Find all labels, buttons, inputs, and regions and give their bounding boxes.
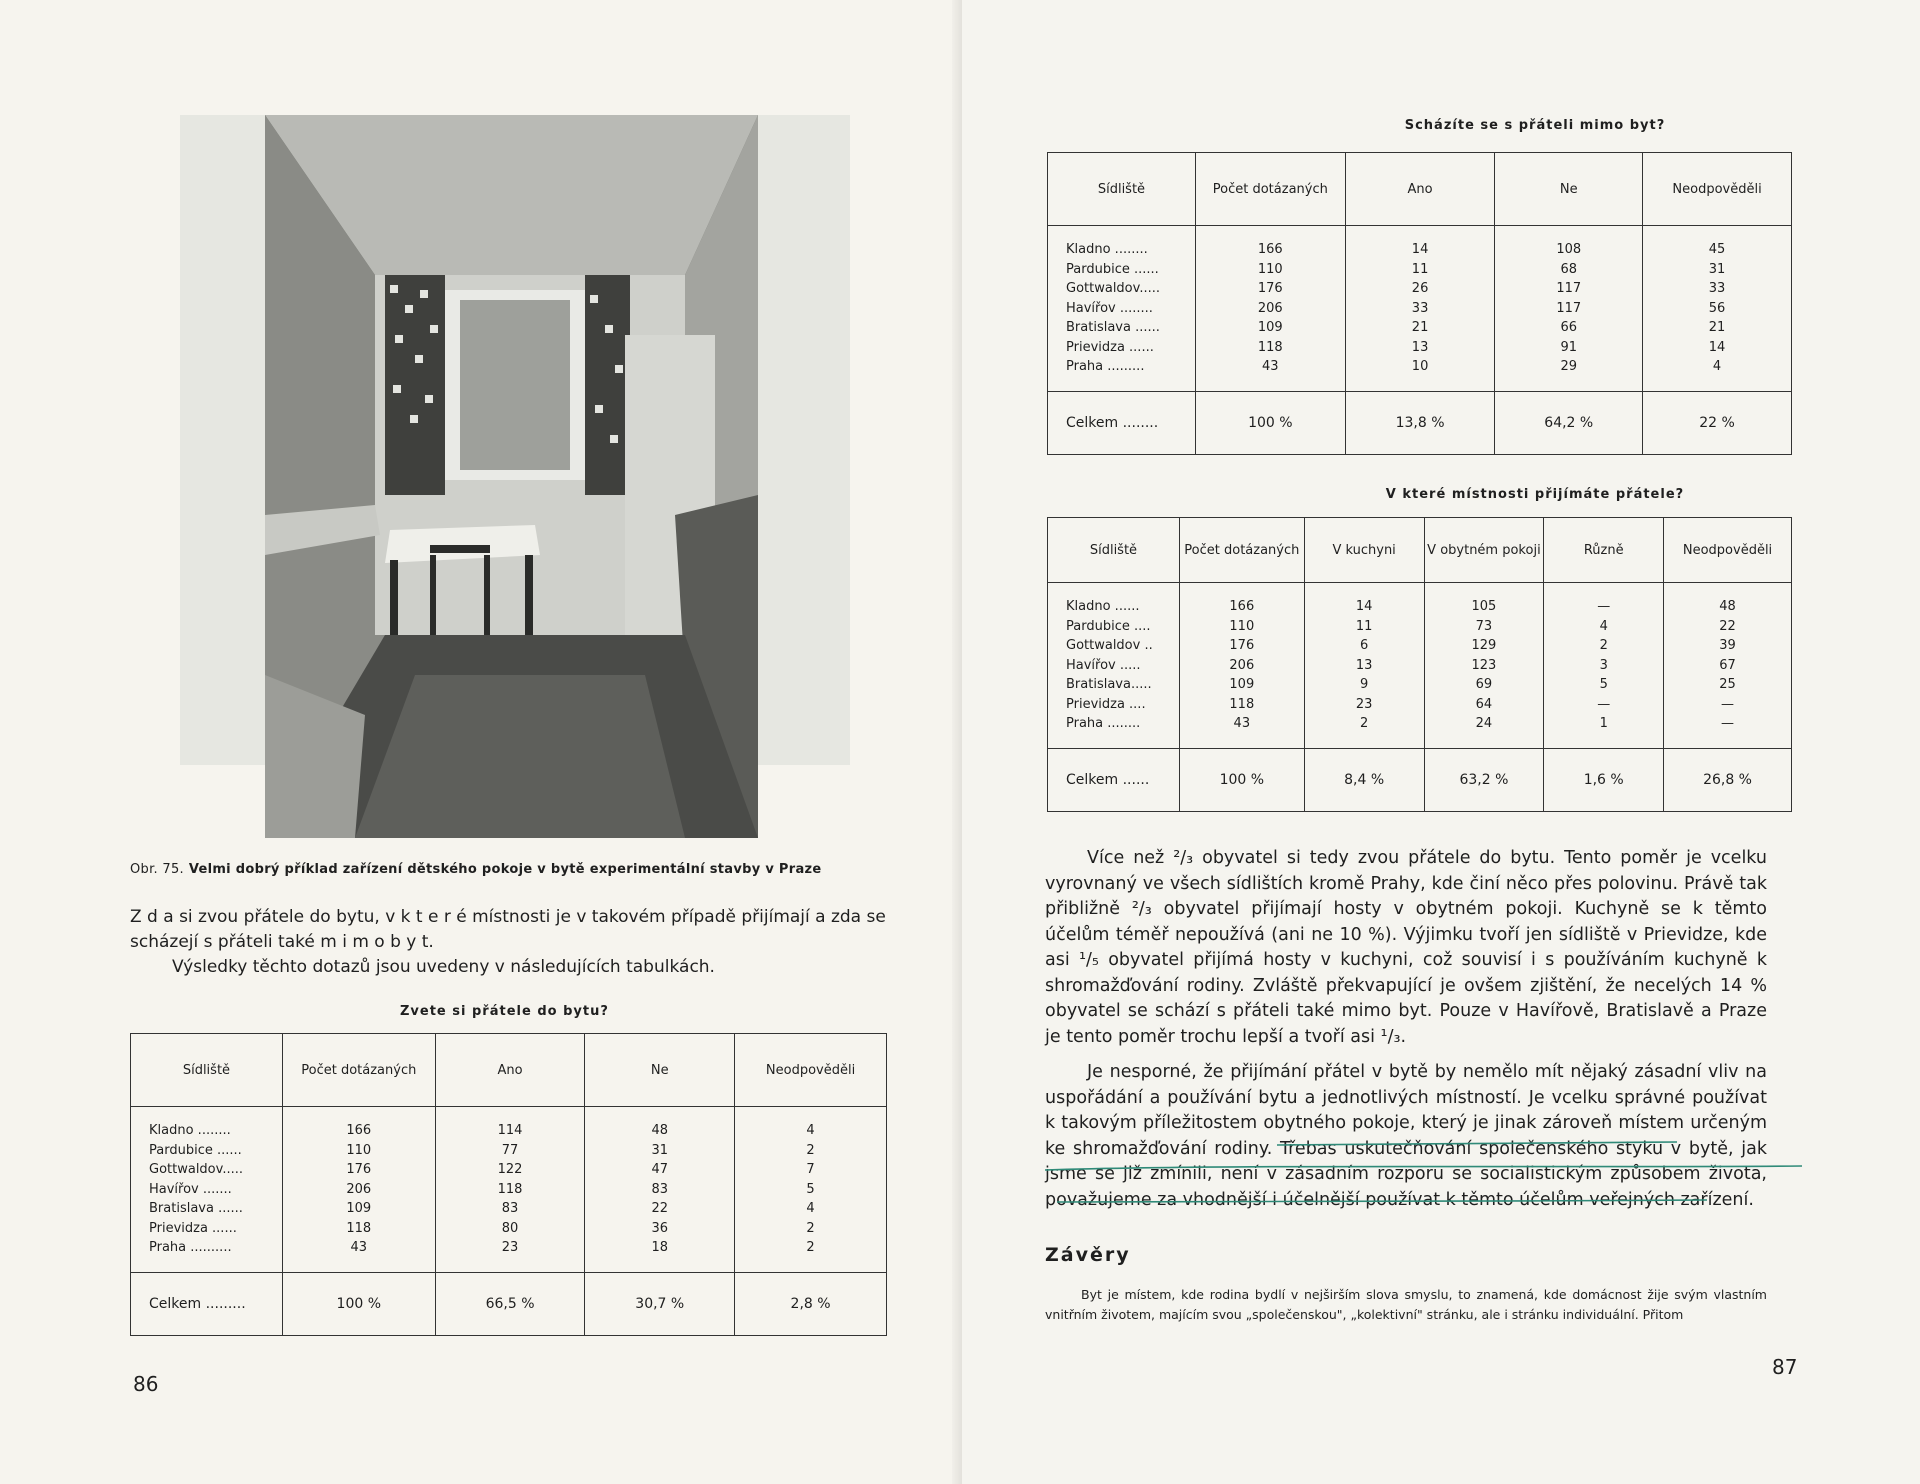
table-cell: Celkem ...... <box>1048 748 1180 811</box>
table-cell: Gottwaldov .. <box>1066 638 1153 653</box>
table-cell: 122 <box>497 1162 523 1177</box>
table-cell: 108 <box>1556 242 1582 257</box>
table-column-count <box>282 1107 435 1273</box>
table-cell: 43 <box>350 1240 368 1255</box>
column-header: Neodpověděli <box>735 1034 887 1107</box>
table-cell: 176 <box>346 1162 372 1177</box>
figure-caption-text: Velmi dobrý příklad zařízení dětského pokoje v bytě experimentální stavby v Praze <box>188 862 822 877</box>
table-cell: Gottwaldov..... <box>149 1162 243 1177</box>
table-cell: 4 <box>1599 618 1608 634</box>
table-cell: 22 <box>651 1201 669 1216</box>
table-title-meet-outside: Scházíte se s přáteli mimo byt? <box>1404 118 1666 133</box>
table-column-cities <box>1048 583 1180 749</box>
table-cell: Prievidza ...... <box>149 1220 237 1236</box>
table-cell: 10 <box>1411 359 1429 374</box>
section-heading-conclusions: Závěry <box>1045 1244 1131 1266</box>
table-column-no-answer <box>735 1107 887 1273</box>
table-cell: — <box>1597 599 1611 614</box>
table-cell: 36 <box>651 1220 669 1236</box>
table-cell: Prievidza .... <box>1066 696 1146 712</box>
left-intro-text <box>130 905 890 980</box>
table-cell: 2 <box>1599 638 1608 653</box>
table-cell: 105 <box>1471 599 1497 614</box>
pen-underline-mark <box>1037 1130 1807 1210</box>
table-cell: 206 <box>346 1181 372 1197</box>
table-cell: 114 <box>497 1123 523 1138</box>
table-cell: 73 <box>1475 618 1493 634</box>
column-header: Ne <box>1495 153 1643 226</box>
table-body-row <box>1048 226 1792 392</box>
table-cell: 2 <box>806 1142 815 1158</box>
table-cell: 31 <box>1708 261 1726 277</box>
table-header-row <box>131 1034 887 1107</box>
table-cell: Pardubice ...... <box>1066 261 1159 277</box>
table-cell: 48 <box>1719 599 1736 614</box>
table-column-no-answer <box>1643 226 1792 392</box>
table-cell: 117 <box>1556 281 1582 296</box>
column-header: V kuchyni <box>1304 518 1424 583</box>
table-cell: 26,8 % <box>1664 748 1792 811</box>
table-cell: 1 <box>1599 716 1608 731</box>
room-photo-illustration <box>265 115 758 838</box>
table-cell: 83 <box>651 1181 669 1197</box>
table-cell: 2 <box>806 1220 815 1236</box>
right-paragraph-1: Více než ²/₃ obyvatel si tedy zvou přátele do bytu. Tento poměr je vcelku vyrovnaný ve všech sídlištích kromě Prahy, kde činí něco přes polovinu. Právě tak přibližně ²/₃ obyvatel přijímají hosty v obytném pokoji. Kuchyně se k těmto účelům téměř nepoužívá (ani ne 10 %). Výjimku tvoří jen sídliště v Prievidze, kde asi ¹/₅ obyvatel přijímá hosty v kuchyni, což souvisí i s používáním kuchyně k shromažďování rodiny. Zvláště překvapující je ovšem zjištění, že necelých 14 % obyvatel se schází s přáteli také mimo byt. Pouze v Havířově, Bratislavě a Praze je tento poměr trochu lepší a tvoří asi ¹/₃. <box>1045 848 1767 1047</box>
table-cell: Kladno ...... <box>1066 599 1140 614</box>
column-header: Sídliště <box>131 1034 283 1107</box>
table-cell: 6 <box>1360 638 1369 653</box>
table-cell: 24 <box>1475 716 1493 731</box>
table-cell: 5 <box>806 1181 815 1197</box>
table-cell: 22 % <box>1643 391 1792 454</box>
table-cell: Kladno ........ <box>1066 242 1148 257</box>
table-cell: 80 <box>501 1220 519 1236</box>
table-cell: 4 <box>1712 359 1722 374</box>
right-paragraph-3: Byt je místem, kde rodina bydlí v nejširším slova smyslu, to znamená, kde domácnost žije svým vlastním vnitřním životem, majícím svou „společenskou", „kolektivní" stránku, ale i stránku individuální. Přitom <box>1045 1287 1767 1322</box>
table-cell: Havířov ....... <box>149 1181 232 1197</box>
table-cell: 109 <box>1257 320 1283 335</box>
table-cell: 2 <box>806 1240 815 1255</box>
table-cell: 43 <box>1262 359 1279 374</box>
table-cell: 45 <box>1708 242 1726 257</box>
table-receive-room <box>1047 517 1792 812</box>
table-cell: 100 % <box>1179 748 1304 811</box>
table-cell: Praha .......... <box>149 1240 232 1255</box>
table-cell: Bratislava ...... <box>1066 320 1160 335</box>
table-column-various <box>1544 583 1664 749</box>
table-cell: Celkem ........ <box>1048 391 1196 454</box>
table-cell: 166 <box>1257 242 1283 257</box>
table-cell: 2 <box>1360 716 1369 731</box>
page-number-left: 86 <box>133 1372 159 1396</box>
table-cell: 83 <box>501 1201 519 1216</box>
table-cell: 117 <box>1556 300 1582 316</box>
table-cell: 33 <box>1411 300 1429 316</box>
table-cell: Havířov ..... <box>1066 657 1141 673</box>
table-column-kitchen <box>1304 583 1424 749</box>
table-cell: — <box>1721 716 1735 731</box>
column-header: Neodpověděli <box>1664 518 1792 583</box>
table-cell: Bratislava ...... <box>149 1201 243 1216</box>
table-cell: Praha ........ <box>1066 716 1141 731</box>
page-number-right: 87 <box>1772 1355 1798 1379</box>
table-cell: Bratislava..... <box>1066 677 1152 692</box>
table-body-row <box>1048 583 1792 749</box>
table-cell: 29 <box>1560 359 1578 374</box>
table-cell: 21 <box>1411 320 1429 335</box>
table-cell: 11 <box>1411 261 1429 277</box>
right-page <box>962 0 1920 1484</box>
table-cell: 18 <box>651 1240 669 1255</box>
table-cell: 3 <box>1599 657 1608 673</box>
table-cell: 63,2 % <box>1424 748 1544 811</box>
table-cell: 26 <box>1411 281 1429 296</box>
table-cell: 166 <box>1229 599 1255 614</box>
table-body-row <box>131 1107 887 1273</box>
figure-number: Obr. 75. <box>130 862 184 877</box>
table-cell: 14 <box>1355 599 1373 614</box>
table-total-row <box>1048 391 1792 454</box>
table-column-no-answer <box>1664 583 1792 749</box>
table-cell: 64 <box>1475 696 1493 712</box>
table-column-living-room <box>1424 583 1544 749</box>
table-cell: 2,8 % <box>735 1272 887 1335</box>
table-header-row <box>1048 153 1792 226</box>
column-header: Různě <box>1544 518 1664 583</box>
table-cell: 110 <box>1229 618 1255 634</box>
table-cell: 14 <box>1708 339 1726 355</box>
table-cell: 66 <box>1560 320 1578 335</box>
table-column-count <box>1179 583 1304 749</box>
table-cell: 13 <box>1411 339 1429 355</box>
table-cell: 100 % <box>282 1272 435 1335</box>
table-total-row <box>1048 748 1792 811</box>
table-cell: — <box>1597 696 1611 712</box>
table-cell: 118 <box>497 1181 523 1197</box>
table-header-row <box>1048 518 1792 583</box>
table-cell: 23 <box>501 1240 519 1255</box>
column-header: Ne <box>585 1034 735 1107</box>
table-cell: 47 <box>651 1162 669 1177</box>
room-photograph <box>265 115 758 838</box>
table-column-yes <box>1345 226 1495 392</box>
right-paragraph-2: Je nesporné, že přijímání přátel v bytě by nemělo mít nějaký zásadní vliv na uspořádání a používání bytu a jednotlivých místností. Je vcelku správné používat k takovým příležitostem obytného pokoje, který je jinak zároveň místem určeným ke shromažďování rodiny. Třebas uskutečňování společenského styku v bytě, jak jsme se již zmínili, není v zásadním rozporu se socialistickým způsobem života, považujeme za vhodnější i účelnější používat k těmto účelům veřejných zařízení. <box>1045 1062 1767 1210</box>
table-cell: 206 <box>1257 300 1283 316</box>
table-cell: 66,5 % <box>435 1272 585 1335</box>
table-cell: — <box>1721 696 1735 712</box>
table-cell: 7 <box>806 1162 815 1177</box>
table-cell: 129 <box>1471 638 1497 653</box>
table-cell: Prievidza ...... <box>1066 339 1154 355</box>
table-cell: Pardubice .... <box>1066 618 1151 634</box>
column-header: Sídliště <box>1048 153 1196 226</box>
table-cell: 123 <box>1471 657 1497 673</box>
table-column-yes <box>435 1107 585 1273</box>
table-cell: 4 <box>806 1201 815 1216</box>
table-cell: 67 <box>1719 657 1736 673</box>
column-header: Neodpověděli <box>1643 153 1792 226</box>
table-cell: Celkem ......... <box>131 1272 283 1335</box>
table-total-row <box>131 1272 887 1335</box>
table-cell: 9 <box>1360 677 1369 692</box>
table-cell: 13 <box>1355 657 1373 673</box>
table-cell: 68 <box>1560 261 1578 277</box>
table-cell: 13,8 % <box>1345 391 1495 454</box>
column-header: Počet dotázaných <box>1179 518 1304 583</box>
table-cell: 31 <box>651 1142 669 1158</box>
table-cell: 22 <box>1719 618 1736 634</box>
table-column-count <box>1195 226 1345 392</box>
left-paragraph-1: Z d a si zvou přátele do bytu, v k t e r é místnosti je v takovém případě přijímají a zda se scházejí s přáteli také m i m o b y t. <box>130 907 886 952</box>
column-header: Sídliště <box>1048 518 1180 583</box>
table-meet-outside <box>1047 152 1792 455</box>
table-cell: Pardubice ...... <box>149 1142 242 1158</box>
table-cell: 5 <box>1599 677 1608 692</box>
table-cell: Havířov ........ <box>1066 300 1153 316</box>
column-header: Počet dotázaných <box>1195 153 1345 226</box>
table-cell: 8,4 % <box>1304 748 1424 811</box>
table-cell: 43 <box>1233 716 1251 731</box>
table-cell: 39 <box>1719 638 1736 653</box>
column-header: Počet dotázaných <box>282 1034 435 1107</box>
table-cell: 109 <box>346 1201 372 1216</box>
table-cell: 91 <box>1560 339 1578 355</box>
table-cell: 56 <box>1708 300 1726 316</box>
table-cell: 77 <box>501 1142 519 1158</box>
table-column-no <box>1495 226 1643 392</box>
table-cell: 48 <box>651 1123 669 1138</box>
table-cell: 4 <box>806 1123 815 1138</box>
column-header: Ano <box>435 1034 585 1107</box>
table-cell: 110 <box>346 1142 372 1158</box>
table-cell: 14 <box>1411 242 1429 257</box>
figure-caption <box>130 862 822 877</box>
table-cell: 1,6 % <box>1544 748 1664 811</box>
table-cell: 64,2 % <box>1495 391 1643 454</box>
table-cell: 118 <box>346 1220 372 1236</box>
table-cell: 23 <box>1355 696 1373 712</box>
table-cell: Gottwaldov..... <box>1066 281 1160 296</box>
table-cell: Kladno ........ <box>149 1123 231 1138</box>
table-column-cities <box>1048 226 1196 392</box>
column-header: Ano <box>1345 153 1495 226</box>
table-column-cities <box>131 1107 283 1273</box>
table-cell: 21 <box>1708 320 1726 335</box>
table-cell: 30,7 % <box>585 1272 735 1335</box>
table-cell: 109 <box>1229 677 1255 692</box>
table-cell: Praha ......... <box>1066 359 1145 374</box>
table-cell: 69 <box>1475 677 1493 692</box>
column-header: V obytném pokoji <box>1424 518 1544 583</box>
table-cell: 110 <box>1257 261 1283 277</box>
table-title-receive-room: V které místnosti přijímáte přátele? <box>1385 487 1685 502</box>
table-cell: 100 % <box>1195 391 1345 454</box>
table-cell: 25 <box>1719 677 1736 692</box>
table-invite-friends <box>130 1033 887 1336</box>
table-cell: 11 <box>1355 618 1373 634</box>
table-cell: 166 <box>346 1123 372 1138</box>
table-column-no <box>585 1107 735 1273</box>
table-cell: 206 <box>1229 657 1255 673</box>
table-cell: 176 <box>1257 281 1283 296</box>
table-title-invite: Zvete si přátele do bytu? <box>400 1004 609 1019</box>
table-cell: 33 <box>1708 281 1726 296</box>
table-cell: 118 <box>1229 696 1255 712</box>
left-paragraph-2: Výsledky těchto dotazů jsou uvedeny v následujících tabulkách. <box>172 957 715 977</box>
table-cell: 118 <box>1257 339 1283 355</box>
table-cell: 176 <box>1229 638 1255 653</box>
